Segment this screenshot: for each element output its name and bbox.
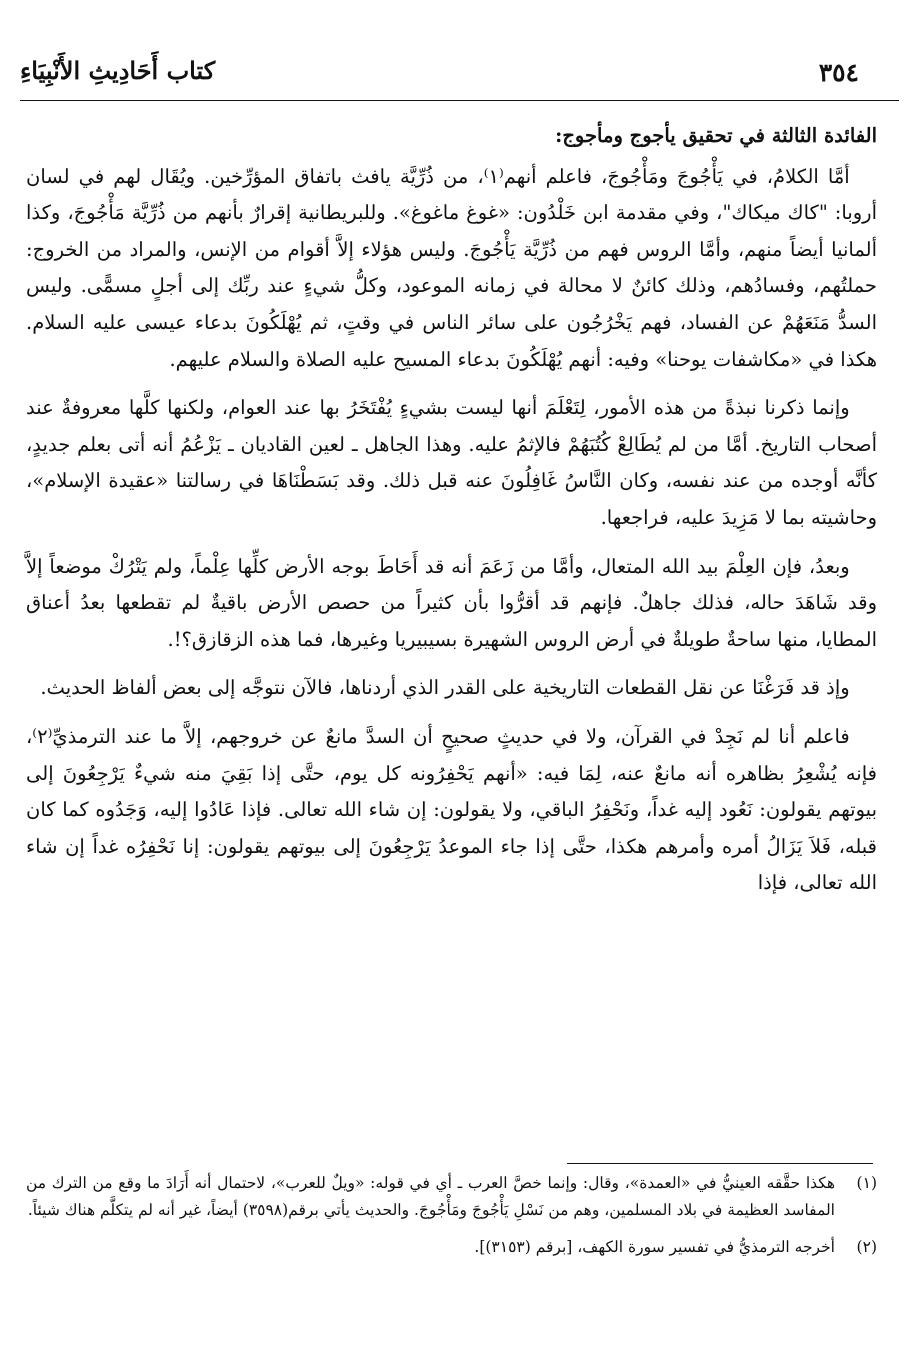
paragraph: أمَّا الكلامُ، في يَأْجُوجَ ومَأْجُوجَ، فاعلم أنهم⁽١⁾، من ذُرِّيَّة يافث باتفاق المؤرِّخين. ويُقَال لهم في لسان أروبا: "كاك ميكاك"، وفي مقدمة ابن خَلْدُون: «غوغ ماغوغ». وللبريطانية إقرارٌ بأنهم من ذُرِّيَّة مَأْجُوجَ، وكذا ألمانيا أيضاً منهم، وأمَّا الروس فهم من ذُرِّيَّة يَأْجُوجَ. وليس هؤلاء إلاَّ أقوام من الإنس، والمراد من الخروج: حملتُهم، وفسادُهم، وذلك كائنٌ لا محالة في زمانه الموعود، وكلُّ شيءٍ عند ربِّك إلى أجلٍ مسمًّى. وليس السدُّ مَنَعَهُمْ عن الفساد، فهم يَخْرُجُون على سائر الناس في وقتٍ، ثم يُهْلَكُونَ بدعاء عيسى عليه السلام. هكذا في «مكاشفات يوحنا» وفيه: أنهم يُهْلَكُونَ بدعاء المسيح عليه الصلاة والسلام عليهم. (26, 164, 877, 371)
header-rule (20, 100, 899, 101)
paragraph: وإذ قد فَرَغْنَا عن نقل القطعات التاريخية على القدر الذي أردناها، فالآن نتوجَّه إلى بعض ألفاظ الحديث. (40, 676, 850, 700)
footnote-marker: (١) (856, 1174, 877, 1192)
footnote-rule (567, 1163, 873, 1164)
section-heading: الفائدة الثالثة في تحقيق يأجوج ومأجوج: (555, 124, 877, 147)
paragraph: وإنما ذكرنا نبذةً من هذه الأمور، لِتَعْلَمَ أنها ليست بشيءٍ يُفْتَخَرُ بها عند العوام، ولكنها كلَّها معروفةٌ عند أصحاب التاريخ. أمَّا من لم يُطَالِعْ كُتُبَهُمْ فالإثمُ عليه. وهذا الجاهل ـ لعين القاديان ـ يَزْعُمُ أنه أتى بعلم جديدٍ، كأنَّه أوجده من عند نفسه، وكان النَّاسُ غَافِلُونَ عنه قبل ذلك. وقد بَسَطْنَاهَا في رسالتنا «عقيدة الإسلام»، وحاشيته بما لا مَزِيدَ عليه، فراجعها. (26, 396, 877, 529)
paragraph: فاعلم أنا لم نَجِدْ في القرآن، ولا في حديثٍ صحيحٍ أن السدَّ مانعٌ عن خروجهم، إلاَّ ما عند الترمذيِّ⁽٢⁾، فإنه يُشْعِرُ بظاهره أنه مانعٌ عنه، لِمَا فيه: «أنهم يَحْفِرُونه كل يوم، حتَّى إذا بَقِيَ منه شيءٌ يَرْجِعُونَ إلى بيوتهم يقولون: نَعُود إليه غداً، ونَحْفِرُ الباقي، ولا يقولون: إن شاء الله تعالى. فإذا عَادُوا إليه، وَجَدُوه كما كان قبله، فَلاَ يَزَالُ أمره وأمرهم هكذا، حتَّى إذا جاء الموعدُ يَرْجِعُونَ إلى بيوتهم يقولون: إنا نَحْفِرُه غداً إن شاء الله تعالى، فإذا (26, 724, 877, 895)
footnote-text: أخرجه الترمذيُّ في تفسير سورة الكهف، [برقم (٣١٥٣)]. (474, 1238, 835, 1256)
footnotes (26, 1170, 877, 1271)
page-number: ٣٥٤ (818, 58, 859, 87)
footnote (26, 1170, 877, 1224)
paragraph: وبعدُ، فإن العِلْمَ بيد الله المتعال، وأمَّا من زَعَمَ أنه قد أَحَاطَ بوجه الأرض كلِّها عِلْماً، ولم يَتْرُكْ موضعاً إلاَّ وقد شَاهَدَ حاله، فذلك جاهلٌ. فإنهم قد أقرُّوا بأن كثيراً من حصص الأرض باقيةٌ لم تقطعها بعدُ أعناق المطايا، منها ساحةٌ طويلةٌ في أرض الروس الشهيرة بسيبيريا وغيرها، فما هذه الزقازق؟!. (26, 554, 877, 651)
footnote-marker: (٢) (856, 1238, 877, 1256)
footnote-text: هكذا حقَّقه العينيُّ في «العمدة»، وقال: وإنما خصَّ العرب ـ أي في قوله: «ويلٌ للعرب»، لاحتمال أنه أَرَادَ ما وقع من الترك من المفاسد العظيمة في بلاد المسلمين، وهم من نَسْلِ يَأْجُوجَ ومَأْجُوجَ. والحديث يأتي برقم(٣٥٩٨) أيضاً، غير أنه لم يتكلَّم هناك شيئاً. (26, 1174, 835, 1219)
book-title: كتاب أَحَادِيثِ الأَنْبِيَاءِ (20, 56, 216, 85)
main-text (26, 118, 877, 914)
footnote (26, 1234, 877, 1261)
running-header (20, 54, 899, 98)
